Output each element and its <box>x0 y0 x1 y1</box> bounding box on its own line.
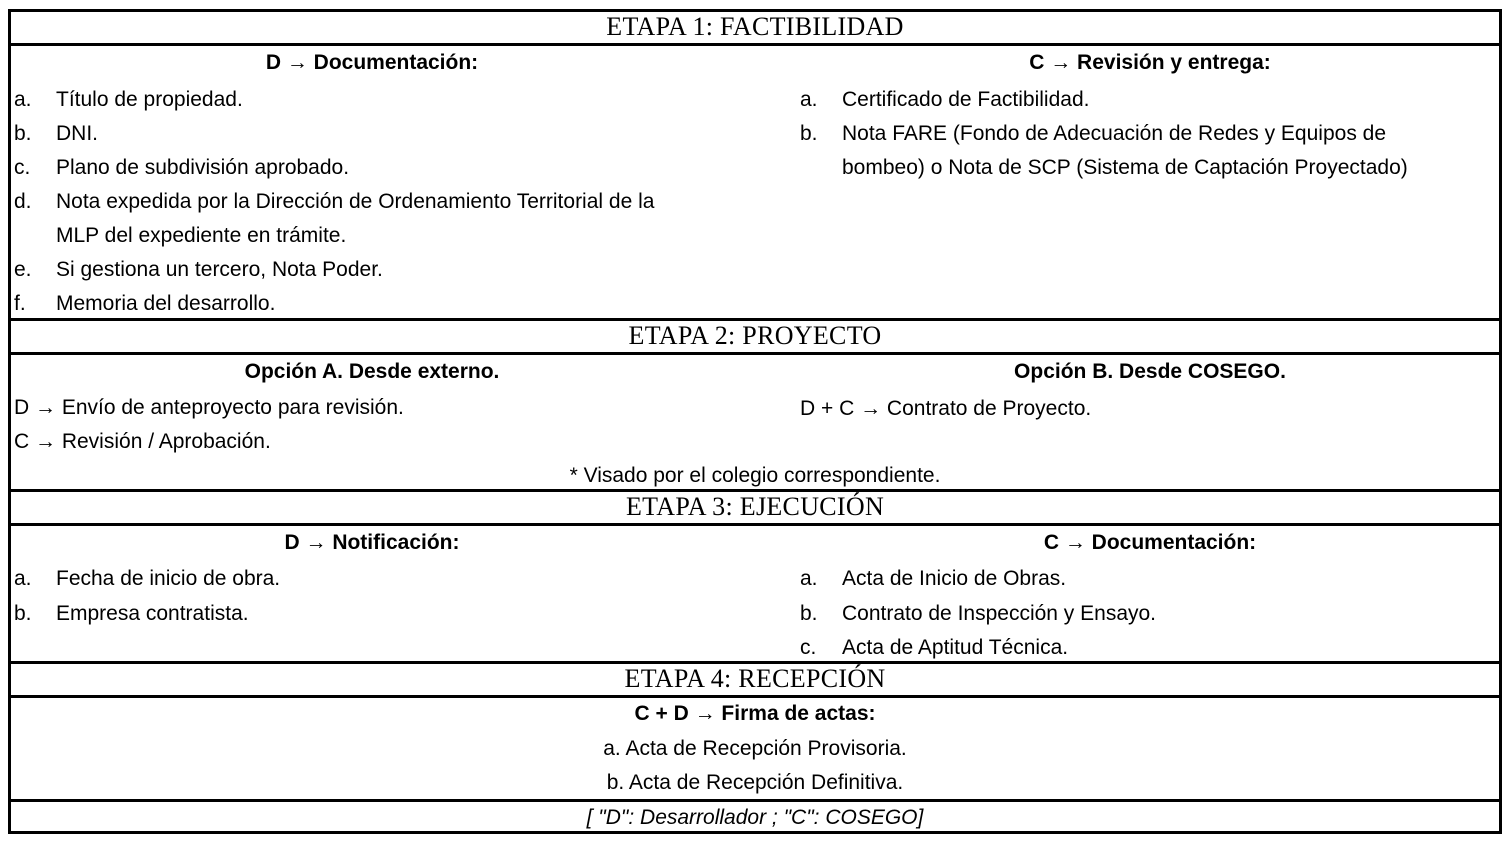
stage2-body <box>11 355 1499 492</box>
list-item: b. Nota FARE (Fondo de Adecuación de Redes y Equipos de <box>800 122 1387 145</box>
legend: [ "D": Desarrollador ; "C": COSEGO] <box>586 806 924 829</box>
list-item: D + C → Contrato de Proyecto. <box>800 397 1092 420</box>
list-item: b. Acta de Recepción Definitiva. <box>606 771 904 794</box>
stage1-body <box>11 46 1499 321</box>
list-item: b. Contrato de Inspección y Ensayo. <box>800 602 1157 625</box>
list-item: a. Certificado de Factibilidad. <box>800 88 1090 111</box>
stage3-right-heading: C → Documentación: <box>1043 531 1257 554</box>
list-item: e. Si gestiona un tercero, Nota Poder. <box>14 258 383 281</box>
stage3-title: ETAPA 3: EJECUCIÓN <box>11 492 1499 526</box>
list-item-continuation: MLP del expediente en trámite. <box>56 224 347 247</box>
list-item: a. Título de propiedad. <box>14 88 243 111</box>
stage3-left-heading: D → Notificación: <box>284 531 460 554</box>
list-item: a. Acta de Recepción Provisoria. <box>603 737 907 760</box>
stage2-note: * Visado por el colegio correspondiente. <box>569 464 941 487</box>
stage2-left-heading: Opción A. Desde externo. <box>244 360 500 383</box>
stage3-body <box>11 526 1499 664</box>
list-item-continuation: bombeo) o Nota de SCP (Sistema de Captación Proyectado) <box>842 156 1408 179</box>
list-item: a. Fecha de inicio de obra. <box>14 567 281 590</box>
stage4-title: ETAPA 4: RECEPCIÓN <box>11 664 1499 698</box>
stage1-left-heading: D → Documentación: <box>265 51 479 74</box>
list-item: b. DNI. <box>14 122 98 145</box>
stage1-title: ETAPA 1: FACTIBILIDAD <box>11 12 1499 46</box>
list-item: a. Acta de Inicio de Obras. <box>800 567 1067 590</box>
process-table <box>8 9 1502 834</box>
list-item: C → Revisión / Aprobación. <box>14 430 271 453</box>
list-item: f. Memoria del desarrollo. <box>14 292 276 315</box>
list-item: c. Acta de Aptitud Técnica. <box>800 636 1069 659</box>
stage2-title: ETAPA 2: PROYECTO <box>11 321 1499 355</box>
stage2-right-heading: Opción B. Desde COSEGO. <box>1014 360 1286 383</box>
stage4-body <box>11 698 1499 802</box>
list-item: D → Envío de anteproyecto para revisión. <box>14 396 404 419</box>
legend-row <box>11 802 1499 834</box>
list-item: c. Plano de subdivisión aprobado. <box>14 156 350 179</box>
stage1-right-heading: C → Revisión y entrega: <box>1029 51 1271 74</box>
list-item: d. Nota expedida por la Dirección de Ordenamiento Territorial de la <box>14 190 655 213</box>
stage4-heading: C + D → Firma de actas: <box>634 702 876 725</box>
list-item: b. Empresa contratista. <box>14 602 249 625</box>
